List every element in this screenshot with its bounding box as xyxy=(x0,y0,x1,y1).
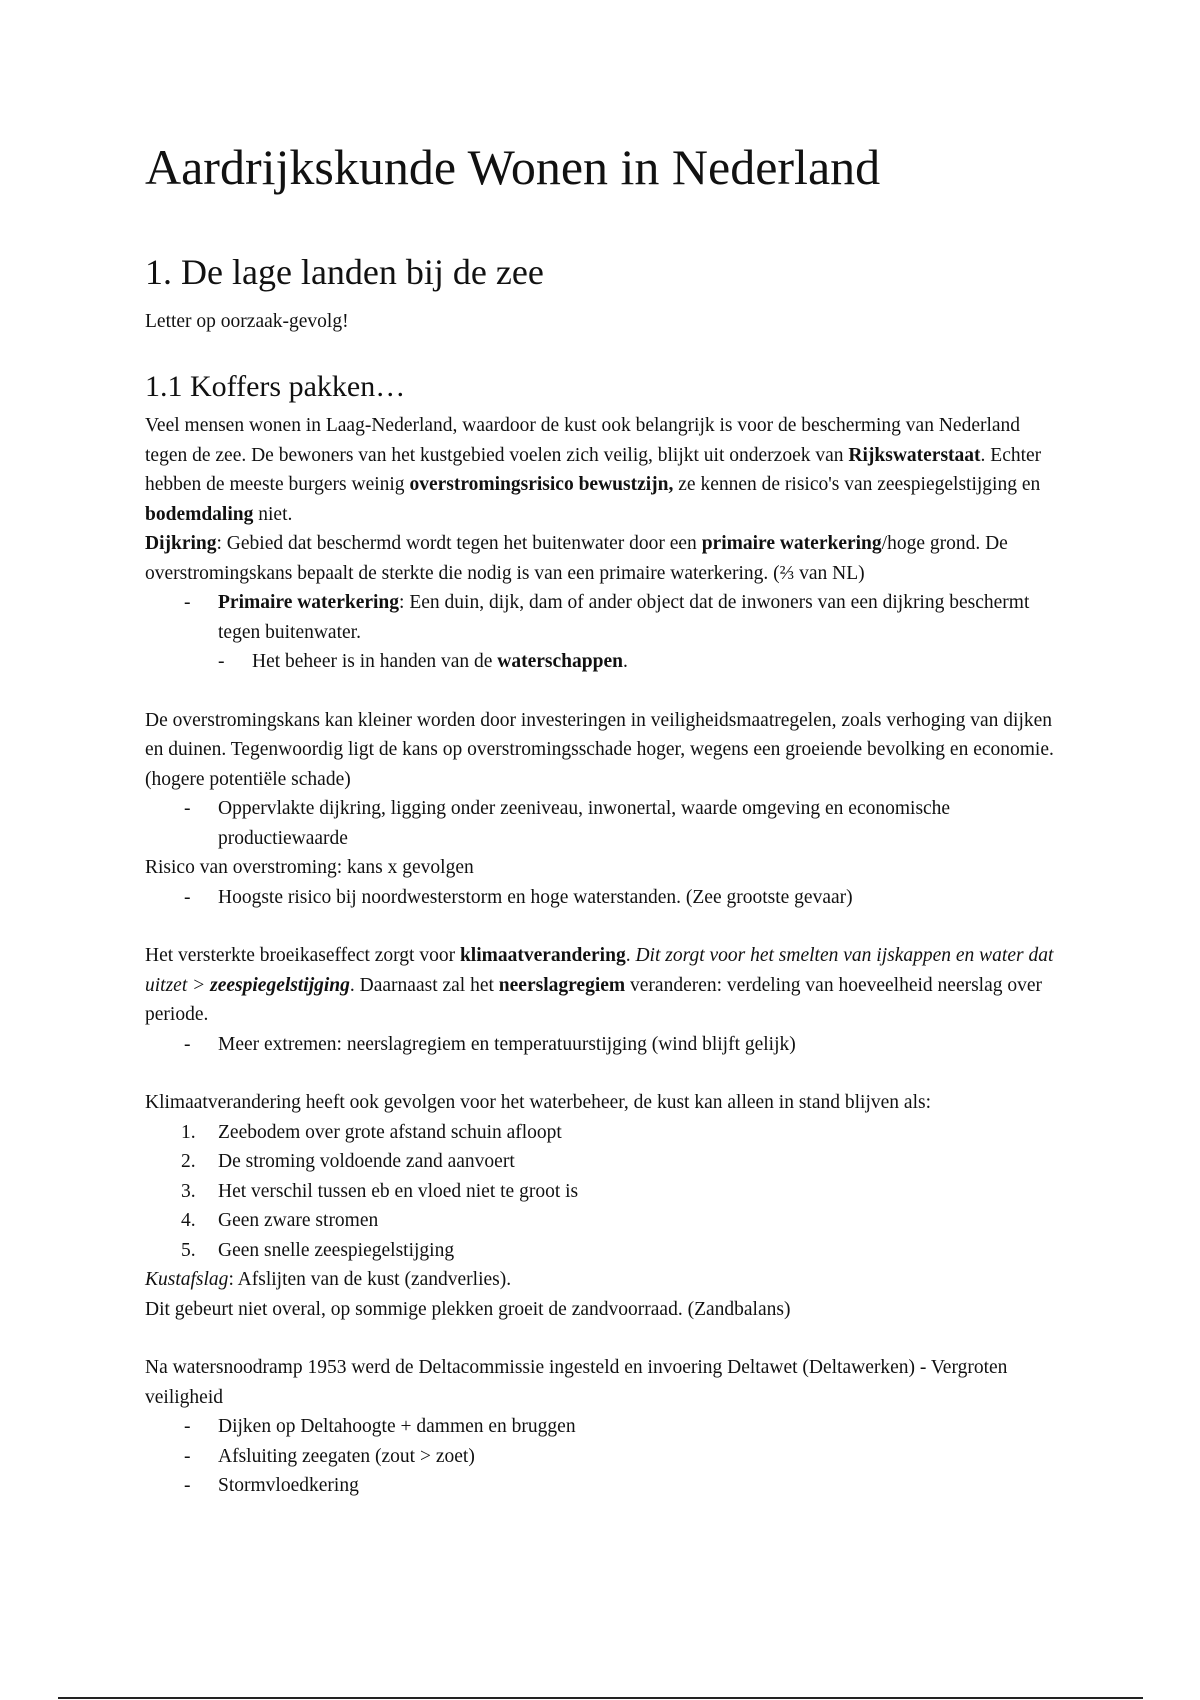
bullet-list-deltawerken xyxy=(145,1412,1065,1501)
paragraph-intro: Veel mensen wonen in Laag-Nederland, waardoor de kust ook belangrijk is voor de bescherming van Nederland tegen de zee. De bewoners van het kustgebied voelen zich veilig, blijkt uit onderzoek van Rijkswaterstaat. Echter hebben de meeste burgers weinig overstromingsrisico bewustzijn, ze kennen de risico's van zeespiegelstijging en bodemdaling niet. xyxy=(145,415,1042,525)
document-page xyxy=(145,140,1065,1501)
bullet-list-waterkering xyxy=(145,588,1065,647)
paragraph-dijkring: Dijkring: Gebied dat beschermd wordt tegen het buitenwater door een primaire waterkering/hoge grond. De overstromingskans bepaalt de sterkte die nodig is van een primaire waterkering. (⅔ van NL) xyxy=(145,533,1008,584)
list-item: - Het beheer is in handen van de waterschappen. xyxy=(145,647,1065,677)
list-item: - Stormvloedkering xyxy=(145,1471,1065,1501)
list-item: 4. Geen zware stromen xyxy=(181,1210,379,1232)
bullet-list-factors xyxy=(145,794,1065,853)
paragraph-kustafslag: Kustafslag: Afslijten van de kust (zandverlies). xyxy=(145,1269,512,1291)
bullet-list-extremen xyxy=(145,1030,1065,1060)
list-item: - Hoogste risico bij noordwesterstorm en hoge waterstanden. (Zee grootste gevaar) xyxy=(145,883,1065,913)
document-title: Aardrijkskunde Wonen in Nederland xyxy=(145,139,881,195)
paragraph-deltawet: Na watersnoodramp 1953 werd de Deltacommissie ingesteld en invoering Deltawet (Deltawerken) - Vergroten veiligheid xyxy=(145,1357,1008,1408)
sub-bullet-list xyxy=(145,647,1065,677)
list-item: 3. Het verschil tussen eb en vloed niet te groot is xyxy=(181,1180,579,1202)
paragraph-risico: Risico van overstroming: kans x gevolgen xyxy=(145,857,474,879)
paragraph-overstromingskans: De overstromingskans kan kleiner worden door investeringen in veiligheidsmaatregelen, zoals verhoging van dijken en duinen. Tegenwoordig ligt de kans op overstromingsschade hoger, wegens een groeiende bevolking en economie. (hogere potentiële schade) xyxy=(145,709,1054,790)
section-1-note: Letter op oorzaak-gevolg! xyxy=(145,310,349,332)
section-1-1-heading: 1.1 Koffers pakken… xyxy=(145,370,406,404)
paragraph-zandbalans: Dit gebeurt niet overal, op sommige plekken groeit de zandvoorraad. (Zandbalans) xyxy=(145,1298,791,1320)
numbered-list-conditions xyxy=(145,1118,1065,1266)
list-item: 5. Geen snelle zeespiegelstijging xyxy=(181,1239,455,1261)
list-item: - Afsluiting zeegaten (zout > zoet) xyxy=(145,1442,1065,1472)
list-item: - Oppervlakte dijkring, ligging onder zeeniveau, inwonertal, waarde omgeving en economische productiewaarde xyxy=(145,794,1065,853)
list-item: 2. De stroming voldoende zand aanvoert xyxy=(181,1151,515,1173)
paragraph-broeikaseffect: Het versterkte broeikaseffect zorgt voor klimaatverandering. Dit zorgt voor het smelten van ijskappen en water dat uitzet > zeespiegelstijging. Daarnaast zal het neerslagregiem veranderen: verdeling van hoeveelheid neerslag over periode. xyxy=(145,945,1054,1026)
section-1-heading: 1. De lage landen bij de zee xyxy=(145,252,544,292)
list-item: - Dijken op Deltahoogte + dammen en bruggen xyxy=(145,1412,1065,1442)
paragraph-waterbeheer: Klimaatverandering heeft ook gevolgen voor het waterbeheer, de kust kan alleen in stand blijven als: xyxy=(145,1092,931,1114)
bullet-list-risico xyxy=(145,883,1065,913)
list-item: - Meer extremen: neerslagregiem en temperatuurstijging (wind blijft gelijk) xyxy=(145,1030,1065,1060)
list-item: - Primaire waterkering: Een duin, dijk, dam of ander object dat de inwoners van een dijkring beschermt tegen buitenwater. xyxy=(145,588,1065,647)
list-item: 1. Zeebodem over grote afstand schuin afloopt xyxy=(181,1121,562,1143)
bottom-divider xyxy=(58,1697,1143,1699)
